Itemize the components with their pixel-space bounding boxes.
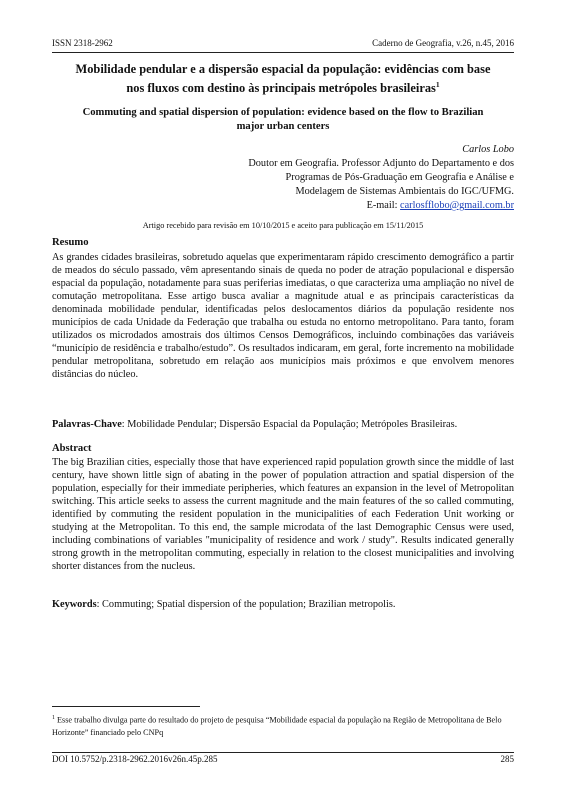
footnote-text: Esse trabalho divulga parte do resultado do projeto de pesquisa “Mobilidade espacial da população na Região de Metropolitana de Belo Horizonte” financiado pelo CNPq	[52, 715, 502, 738]
keywords	[52, 599, 514, 610]
affiliation-line: Modelagem de Sistemas Ambientais do IGC/UFMG.	[295, 186, 514, 197]
keywords-text: : Commuting; Spatial dispersion of the population; Brazilian metropolis.	[96, 599, 396, 610]
palavras-chave	[52, 419, 514, 430]
affiliation-line: Programas de Pós-Graduação em Geografia e Análise e	[285, 172, 514, 183]
abstract-heading: Abstract	[52, 443, 92, 454]
keywords-label: Keywords	[52, 599, 97, 610]
footer-rule	[52, 752, 514, 753]
footnote	[52, 712, 514, 740]
header-rule	[52, 52, 514, 53]
title-footnote-mark: 1	[435, 80, 440, 89]
resumo-text: As grandes cidades brasileiras, sobretudo aquelas que experimentaram rápido crescimento demográfico a partir de meados do século passado, vêm apresentando sinais de queda no poder de atração populacional e dispersão espacial da população, notadamente para suas periferias imediatas, o que caracteriza uma ampliação no nível de comutação metropolitana. Esse artigo busca avaliar a magnitude atual e as principais características da denominada mobilidade pendular, identificadas pelos deslocamentos diários da população residente nos municípios de cada Unidade da Federação que trabalha ou estuda no entorno metropolitano. Para tanto, foram utilizados os microdados amostrais dos últimos Censos Demográficos, incluindo combinações das variáveis “município de residência e trabalho/estudo”. Os resultados indicaram, em geral, forte incremento na mobilidade pendular metropolitana, sobretudo em relação aos municípios mais próximos e que envolvem menores distâncias do núcleo.	[52, 252, 514, 381]
title-english: Commuting and spatial dispersion of population: evidence based on the flow to Brazilian major urban centers	[82, 107, 484, 132]
palavras-chave-text: : Mobilidade Pendular; Dispersão Espacial da População; Metrópoles Brasileiras.	[121, 419, 458, 430]
author-name: Carlos Lobo	[462, 144, 514, 155]
abstract-text: The big Brazilian cities, especially those that have experienced rapid population growth since the middle of last century, have shown little sign of abating in the power of population attraction and spatial dispersion of the population, especially for their immediate peripheries, which features an expansion in the level of Metropolitan switching. This article seeks to assess the current magnitude and the main features of the so called commuting, identified by commuting the resident population in the municipalities of each Federation Unit working or studying at the Metropolitan. To this end, the sample microdata of the last Demographic Census were used, including combinations of variables "municipality of residence and work / study". Results indicated generally strong growth in the metropolitan commuting, especially in relation to the closest municipalities and involving shorter distances from the nucleus.	[52, 457, 514, 573]
title-portuguese: Mobilidade pendular e a dispersão espacial da população: evidências com base nos fluxos com destino às principais metrópoles brasileiras$^1$	[75, 62, 491, 96]
author-block	[194, 143, 514, 213]
palavras-chave-label: Palavras-Chave	[52, 419, 122, 430]
journal-citation: Caderno de Geografia, v.26, n.45, 2016	[372, 38, 514, 48]
issn: ISSN 2318-2962	[52, 38, 113, 48]
footnote-mark: 1	[52, 715, 55, 721]
page-number: 285	[500, 754, 514, 764]
email-link[interactable]: carlosfflobo@gmail.com.br	[400, 200, 514, 211]
running-footer	[52, 754, 514, 764]
email-label: E-mail:	[366, 200, 398, 211]
received-note: Artigo recebido para revisão em 10/10/2015 e aceito para publicação em 15/11/2015	[142, 221, 424, 230]
footnote-rule	[52, 706, 200, 707]
email-line	[194, 199, 514, 213]
affiliation-line: Doutor em Geografia. Professor Adjunto do Departamento e dos	[248, 158, 514, 169]
resumo-heading: Resumo	[52, 237, 89, 248]
doi: DOI 10.5752/p.2318-2962.2016v26n.45p.285	[52, 754, 218, 764]
running-header	[52, 36, 514, 50]
